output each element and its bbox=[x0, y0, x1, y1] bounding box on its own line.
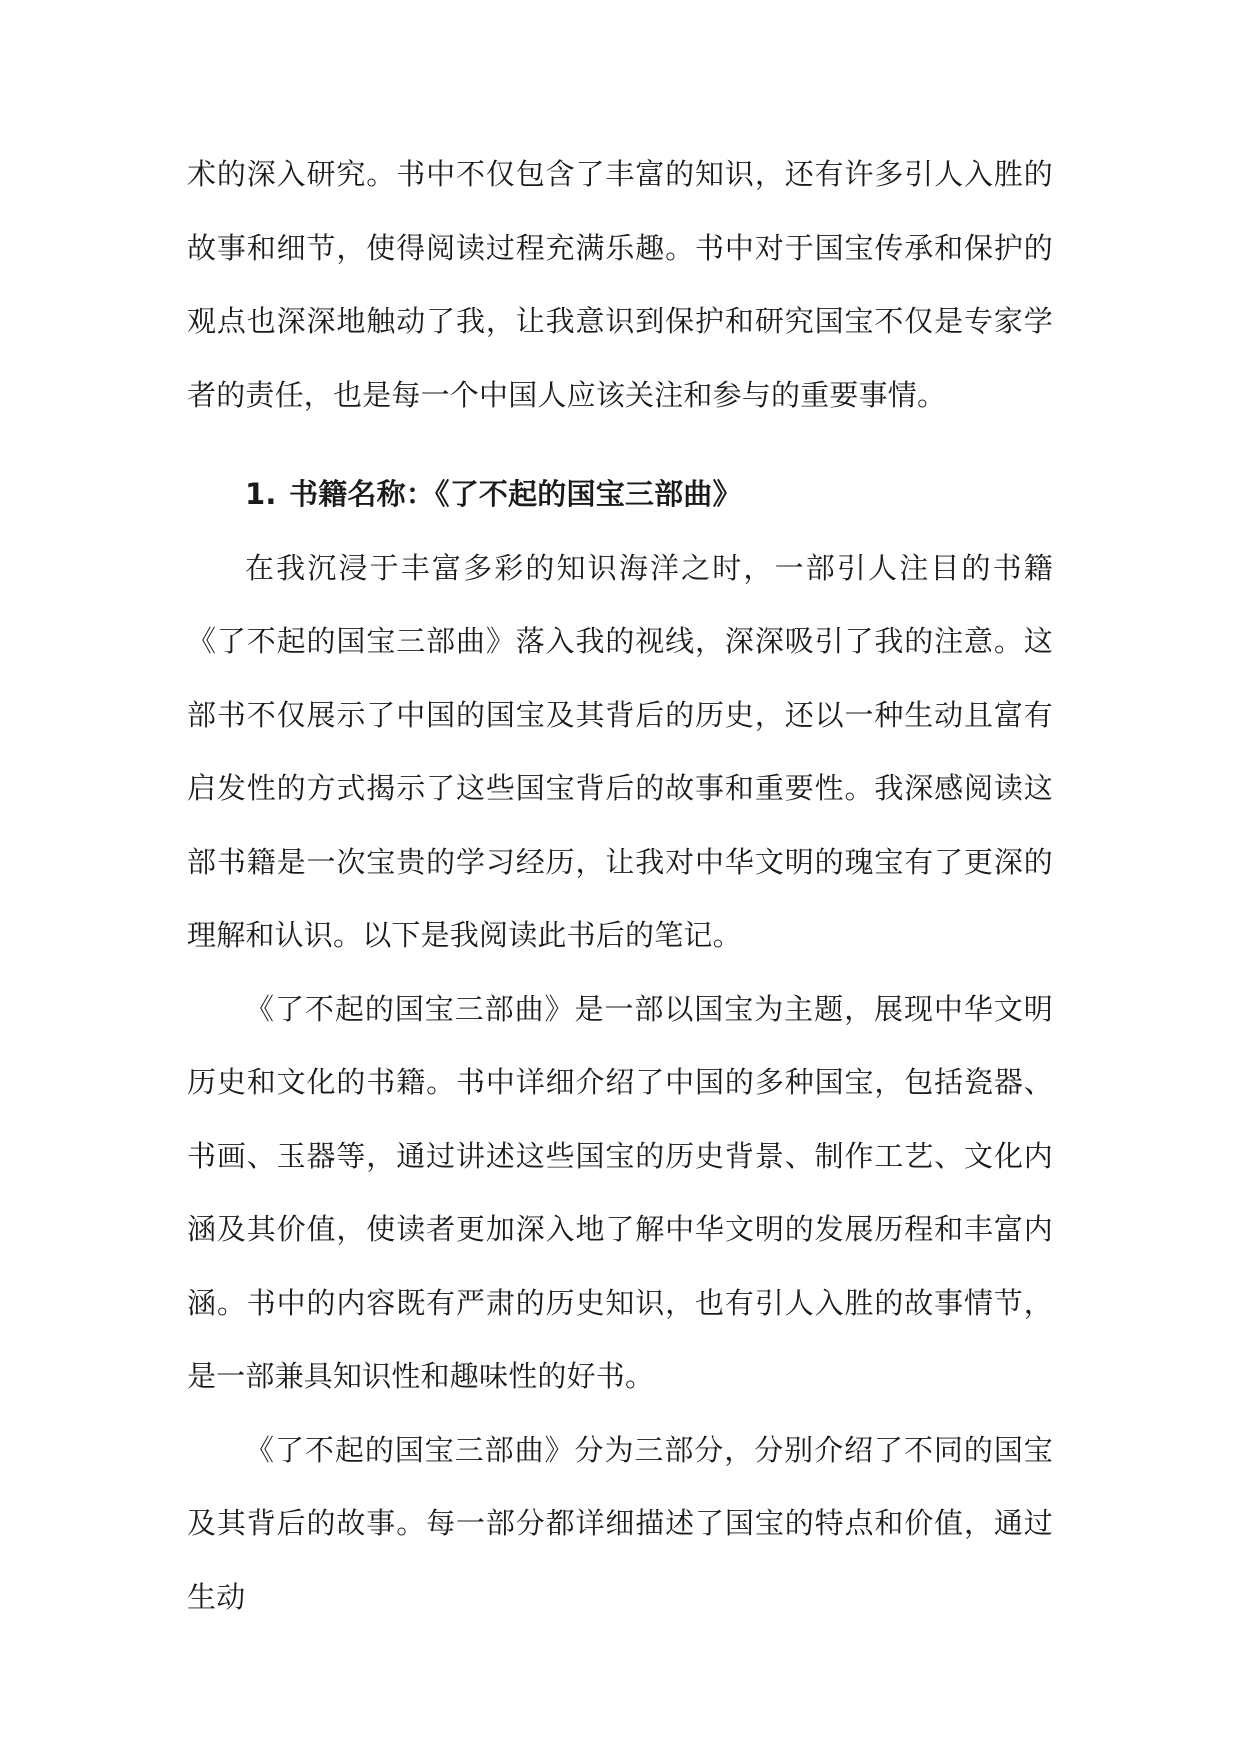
paragraph: 在我沉浸于丰富多彩的知识海洋之时，一部引人注目的书籍《了不起的国宝三部曲》落入我的视线，深深吸引了我的注意。这部书不仅展示了中国的国宝及其背后的历史，还以一种生动且富有启发性的方式揭示了这些国宝背后的故事和重要性。我深感阅读这部书籍是一次宝贵的学习经历，让我对中华文明的瑰宝有了更深的理解和认识。以下是我阅读此书后的笔记。 bbox=[187, 550, 1053, 952]
paragraph-continuation: 术的深入研究。书中不仅包含了丰富的知识，还有许多引人入胜的故事和细节，使得阅读过程充满乐趣。书中对于国宝传承和保护的观点也深深地触动了我，让我意识到保护和研究国宝不仅是专家学者的责任，也是每一个中国人应该关注和参与的重要事情。 bbox=[187, 157, 1053, 412]
heading-text: 书籍名称：《了不起的国宝三部曲》 bbox=[289, 477, 742, 511]
heading-number: 1. bbox=[245, 477, 277, 511]
paragraph: 《了不起的国宝三部曲》分为三部分，分别介绍了不同的国宝及其背后的故事。每一部分都详细描述了国宝的特点和价值，通过生动 bbox=[187, 1432, 1053, 1614]
paragraph: 《了不起的国宝三部曲》是一部以国宝为主题，展现中华文明历史和文化的书籍。书中详细介绍了中国的多种国宝，包括瓷器、书画、玉器等，通过讲述这些国宝的历史背景、制作工艺、文化内涵及其价值，使读者更加深入地了解中华文明的发展历程和丰富内涵。书中的内容既有严肃的历史知识，也有引人入胜的故事情节，是一部兼具知识性和趣味性的好书。 bbox=[187, 991, 1053, 1393]
section-heading bbox=[187, 458, 1053, 532]
document-body bbox=[187, 138, 1053, 1634]
